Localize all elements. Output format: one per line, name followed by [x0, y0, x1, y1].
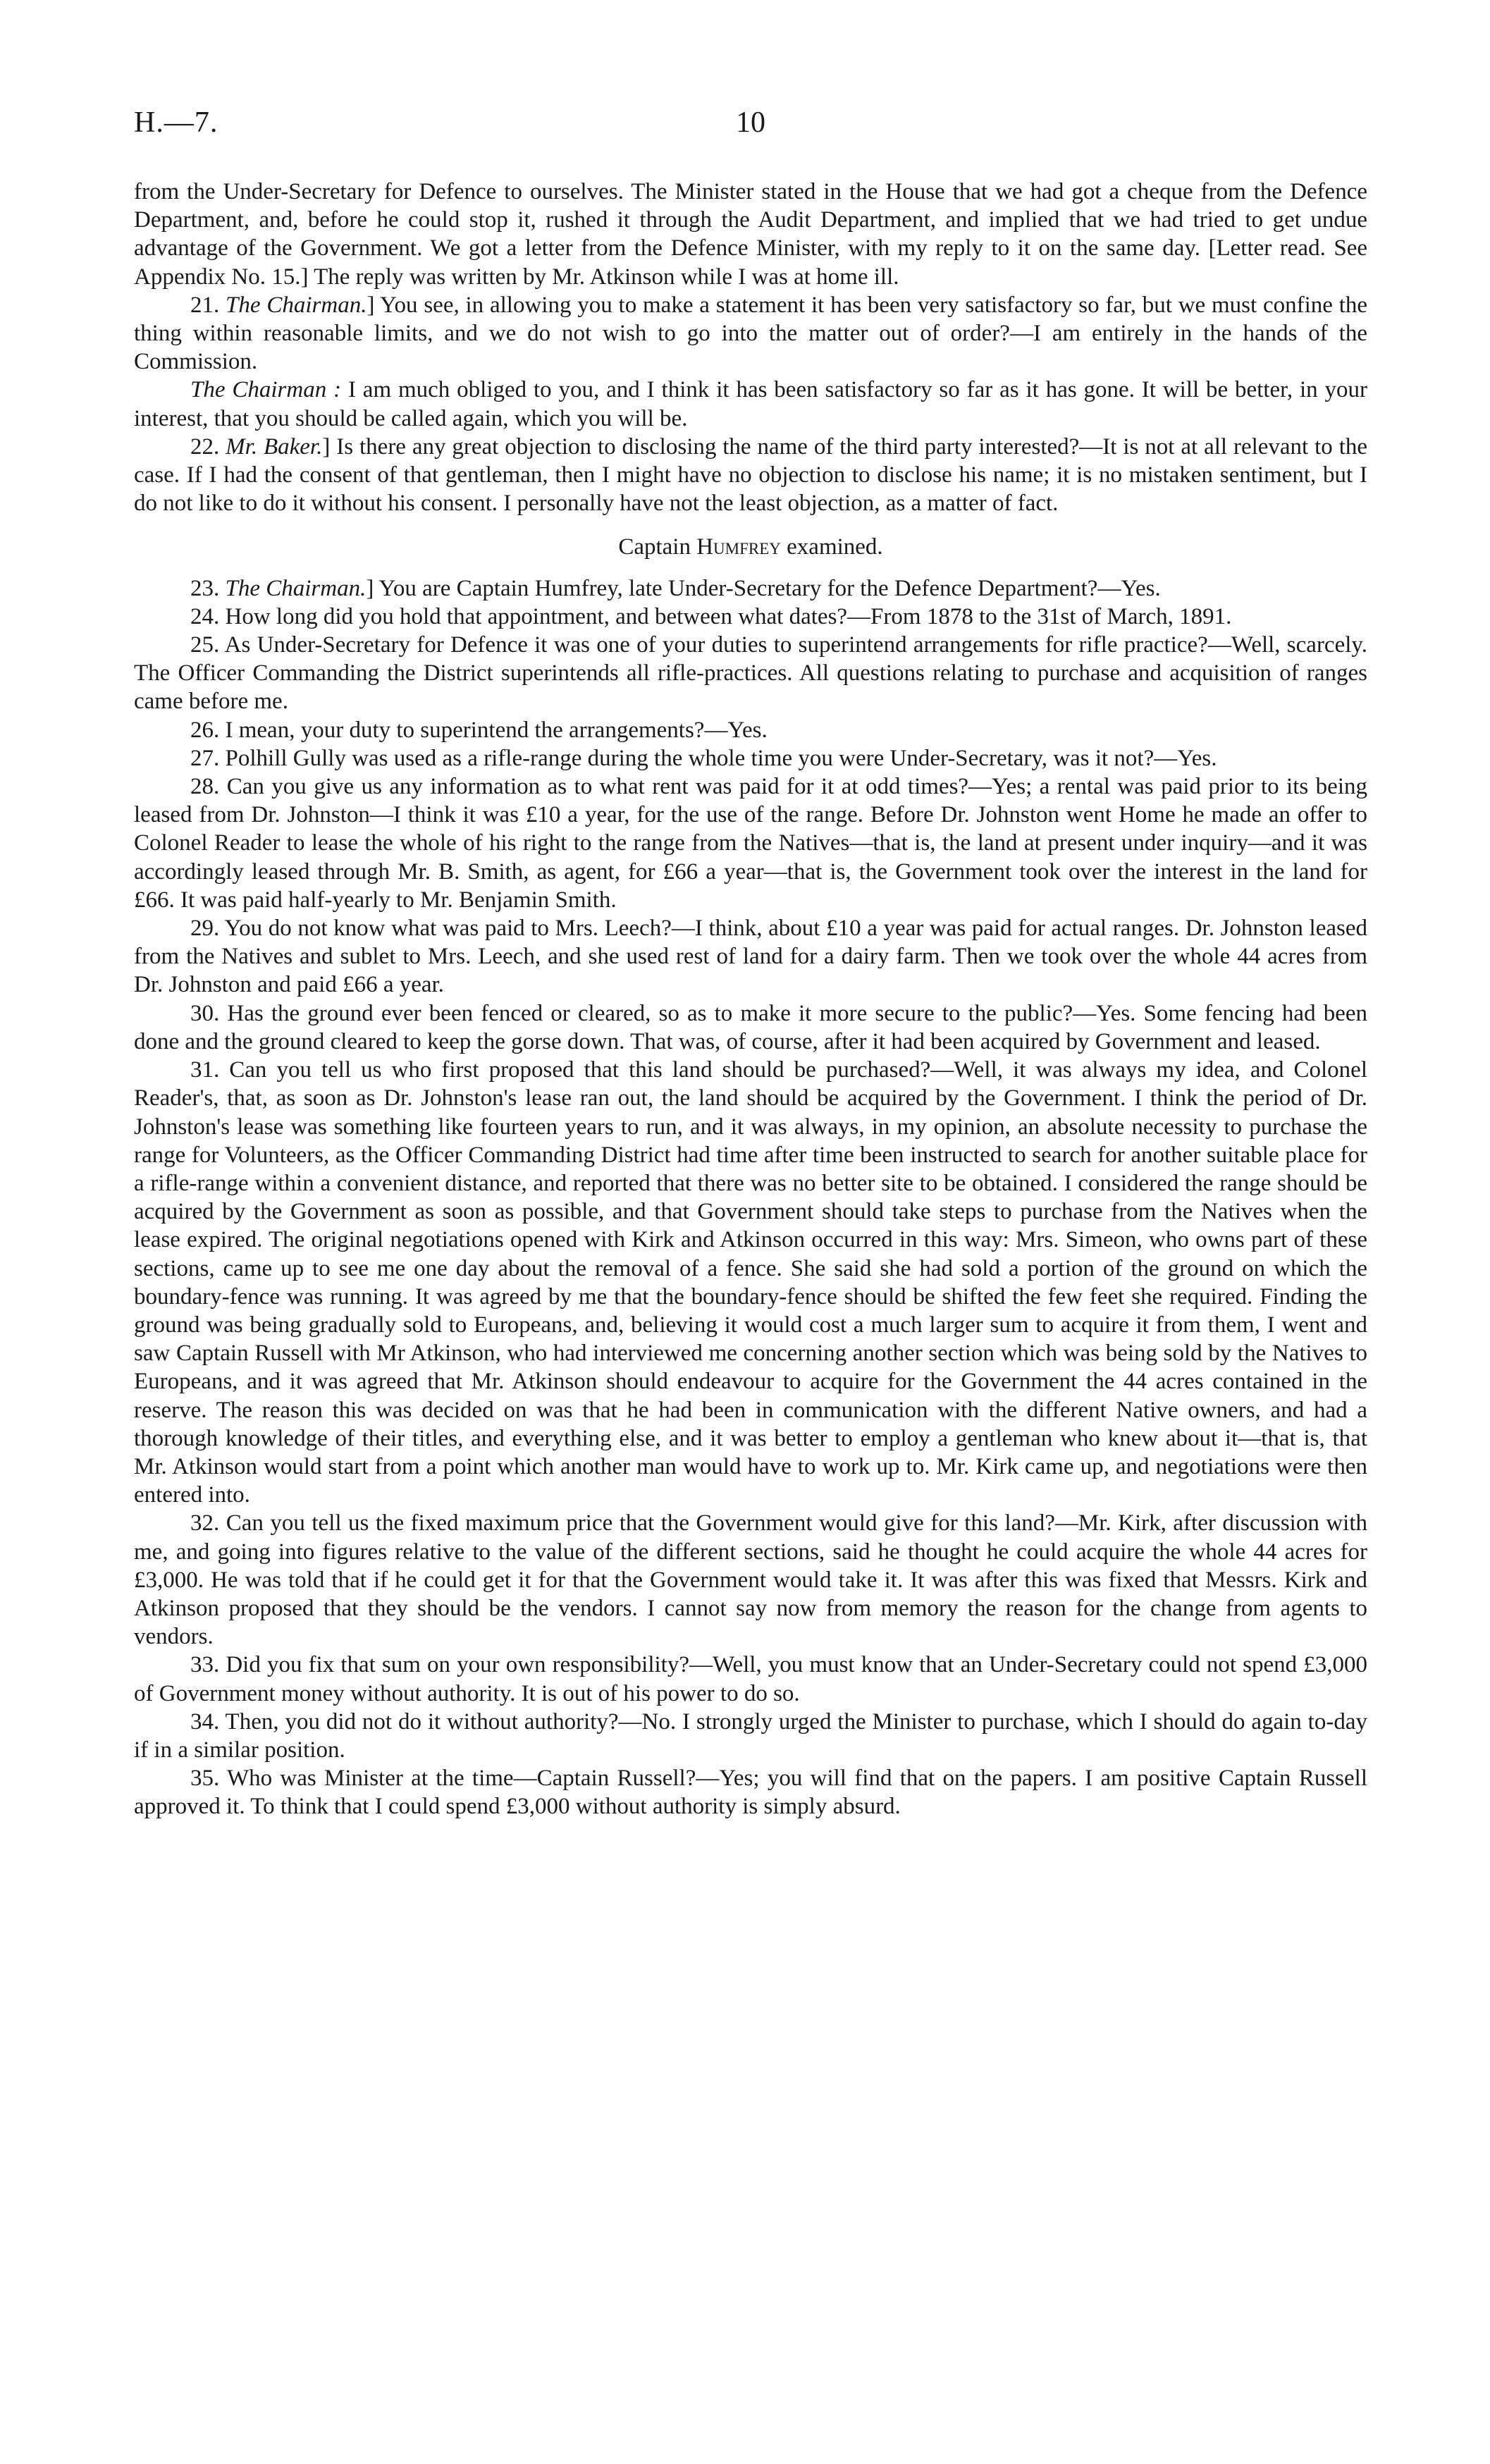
speaker: The Chairman. — [226, 292, 367, 318]
heading-suffix: examined. — [780, 534, 883, 560]
question-25: 25. As Under-Secretary for Defence it was one of your duties to superintend arrangements for rifle practice?—Well, scarcely. The Officer Commanding the District superintends all rifle-practices. All questions relating to purchase and acquisition of ranges came before me. — [134, 632, 1367, 715]
question-34: 34. Then, you did not do it without authority?—No. I strongly urged the Minister to purchase, which I should do again to-day if in a similar position. — [134, 1708, 1367, 1763]
page-number: 10 — [736, 106, 765, 139]
question-28: 28. Can you give us any information as to what rent was paid for it at odd times?—Yes; a rental was paid prior to its being leased from Dr. Johnston—I think it was £10 a year, for the use of the range. Before Dr. Johnston went Home he made an offer to Colonel Reader to lease the whole of his right to the range from the Natives—that is, the land at present under inquiry—and it was accordingly leased through Mr. B. Smith, as agent, for £66 a year—that is, the Government took over the interest in the land for £66. It was paid half-yearly to Mr. Benjamin Smith. — [134, 774, 1367, 913]
question-24: 24. How long did you hold that appointment, and between what dates?—From 1878 to the 31st of March, 1891. — [190, 603, 1232, 629]
continued-paragraph: from the Under-Secretary for Defence to ourselves. The Minister stated in the House that we had got a cheque from the Defence Department, and, before he could stop it, rushed it through the Audit Department, and implied that we had tried to get undue advantage of the Government. We got a letter from the Defence Minister, with my reply to it on the same day. [Letter read. See Appendix No. 15.] The reply was written by Mr. Atkinson while I was at home ill. — [134, 179, 1367, 290]
witness-heading — [134, 533, 1367, 561]
question-text: ] Is there any great objection to disclosing the name of the third party interested?—It is not at all relevant to the case. If I had the consent of that gentleman, then I might have no objection to disclose his name; it is no mistaken sentiment, but I do not like to do it without his consent. I personally have not the least objection, as a matter of fact. — [134, 433, 1368, 517]
question-21 — [134, 291, 1367, 376]
question-30: 30. Has the ground ever been fenced or cleared, so as to make it more secure to the public?—Yes. Some fencing had been done and the ground cleared to keep the gorse down. That was, of course, after it had been acquired by Government and leased. — [134, 1000, 1367, 1054]
question-22 — [134, 433, 1367, 518]
question-text: ] You are Captain Humfrey, late Under-Secretary for the Defence Department?—Yes. — [366, 575, 1161, 601]
remark-text: I am much obliged to you, and I think it has been satisfactory so far as it has gone. It will be better, in your interest, that you should be called again, which you will be. — [134, 377, 1367, 431]
speaker: The Chairman. — [225, 575, 367, 601]
question-31: 31. Can you tell us who first proposed that this land should be purchased?—Well, it was always my idea, and Colonel Reader's, that, as soon as Dr. Johnston's lease ran out, the land should be acquired by the Government. I think the period of Dr. Johnston's lease was something like fourteen years to run, and it was always, in my opinion, an absolute necessity to purchase the range for Volunteers, as the Officer Commanding District had time after time been instructed to search for another suitable place for a rifle-range within a convenient distance, and reported that there was no better site to be obtained. I considered the range should be acquired by the Government as soon as possible, and that Government should take steps to purchase from the Natives when the lease expired. The original negotiations opened with Kirk and Atkinson occurred in this way: Mrs. Simeon, who owns part of these sections, came up to see me one day about the removal of a fence. She said she had sold a portion of the ground on which the boundary-fence was running. It was agreed by me that the boundary-fence should be shifted the few feet she required. Finding the ground was being gradually sold to Europeans, and, believing it would cost a much larger sum to acquire it from them, I went and saw Captain Russell with Mr Atkinson, who had interviewed me concerning another section which was being sold by the Natives to Europeans, and it was agreed that Mr. Atkinson should endeavour to acquire for the Government the 44 acres contained in the reserve. The reason this was decided on was that he had been in communication with the different Native owners, and had a thorough knowledge of their titles, and everything else, and it was better to employ a gentleman who knew about it—that is, that Mr. Atkinson would start from a point which another man would have to work up to. Mr. Kirk came up, and negotiations were then entered into. — [134, 1057, 1367, 1508]
question-33: 33. Did you fix that sum on your own responsibility?—Well, you must know that an Under-Secretary could not spend £3,000 of Government money without authority. It is out of his power to do so. — [134, 1652, 1367, 1706]
question-23 — [134, 574, 1367, 603]
question-number: 22. — [190, 433, 226, 460]
witness-name: Humfrey — [696, 534, 781, 560]
question-35: 35. Who was Minister at the time—Captain Russell?—Yes; you will find that on the papers. I am positive Captain Russell approved it. To think that I could spend £3,000 without authority is simply absurd. — [134, 1766, 1367, 1820]
running-head — [134, 106, 1367, 148]
question-text: ] You see, in allowing you to make a statement it has been very satisfactory so far, but we must confine the thing within reasonable limits, and we do not wish to go into the matter out of order?—I am entirely in the hands of the Commission. — [134, 292, 1368, 375]
speaker: The Chairman : — [190, 377, 342, 403]
question-29: 29. You do not know what was paid to Mrs. Leech?—I think, about £10 a year was paid for actual ranges. Dr. Johnston leased from the Natives and sublet to Mrs. Leech, and she used rest of land for a dairy farm. Then we took over the whole 44 acres from Dr. Johnston and paid £66 a year. — [134, 916, 1367, 998]
question-32: 32. Can you tell us the fixed maximum price that the Government would give for this land?—Mr. Kirk, after discussion with me, and going into figures relative to the value of the different sections, said he thought he could acquire the whole 44 acres for £3,000. He was told that if he could get it for that the Government would take it. It was after this was fixed that Messrs. Kirk and Atkinson proposed that they should be the vendors. I cannot say now from memory the reason for the change from agents to vendors. — [134, 1510, 1367, 1650]
speaker: Mr. Baker. — [226, 433, 323, 460]
question-26: 26. I mean, your duty to superintend the arrangements?—Yes. — [190, 717, 768, 743]
question-27: 27. Polhill Gully was used as a rifle-range during the whole time you were Under-Secretary, was it not?—Yes. — [190, 745, 1217, 771]
body-text — [134, 178, 1367, 1821]
question-number: 23. — [190, 575, 226, 601]
chairman-remark — [134, 376, 1367, 432]
question-number: 21. — [190, 292, 226, 318]
heading-prefix: Captain — [618, 534, 697, 560]
document-reference: H.—7. — [134, 106, 218, 139]
